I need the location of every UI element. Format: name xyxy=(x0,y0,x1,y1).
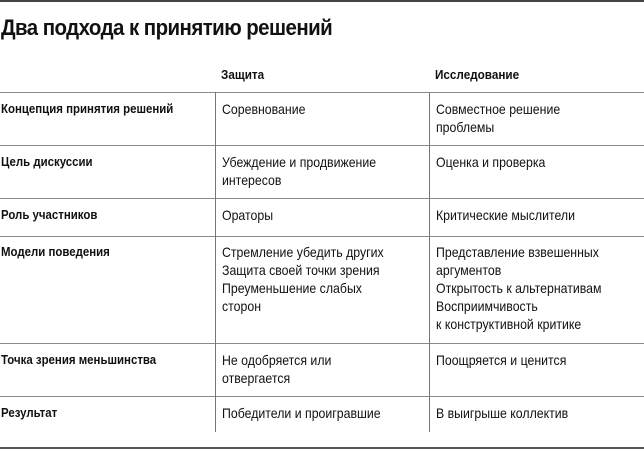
cell-defense xyxy=(222,351,331,387)
row-label: Точка зрения меньшинства xyxy=(1,352,157,367)
cell-defense xyxy=(222,243,384,315)
page-title: Два подхода к принятию решений xyxy=(1,15,333,40)
column-header-inquiry: Исследование xyxy=(435,67,520,82)
cell-inquiry xyxy=(436,206,575,224)
cell-inquiry xyxy=(436,404,568,422)
cell-line: Защита своей точки зрения xyxy=(222,262,380,278)
row-divider xyxy=(0,343,644,344)
cell-inquiry xyxy=(436,153,545,171)
column-divider xyxy=(215,92,216,432)
row-divider xyxy=(0,145,644,146)
cell-line: аргументов xyxy=(436,262,502,278)
cell-line: Соревнование xyxy=(222,101,306,117)
top-rule xyxy=(0,0,644,2)
row-divider xyxy=(0,236,644,237)
cell-line: Не одобряется или xyxy=(222,352,332,368)
row-divider xyxy=(0,92,644,93)
column-header-defense: Защита xyxy=(221,67,265,82)
cell-line: отвергается xyxy=(222,370,291,386)
row-divider xyxy=(0,396,644,397)
row-label: Результат xyxy=(1,405,58,420)
row-label: Концепция принятия решений xyxy=(1,101,174,116)
cell-inquiry xyxy=(436,100,560,136)
row-divider xyxy=(0,198,644,199)
cell-line: Представление взвешенных xyxy=(436,244,599,260)
cell-line: Стремление убедить других xyxy=(222,244,384,260)
row-label: Цель дискуссии xyxy=(1,154,93,169)
cell-line: Открытость к альтернативам xyxy=(436,280,602,296)
row-label: Модели поведения xyxy=(1,244,110,259)
cell-line: к конструктивной критике xyxy=(436,316,582,332)
cell-line: В выигрыше коллектив xyxy=(436,405,569,421)
cell-defense xyxy=(222,206,273,224)
cell-line: интересов xyxy=(222,172,282,188)
cell-line: Преуменьшение слабых xyxy=(222,280,362,296)
cell-defense xyxy=(222,404,381,422)
cell-defense xyxy=(222,153,376,189)
column-divider xyxy=(429,92,430,432)
cell-line: Убеждение и продвижение xyxy=(222,154,377,170)
cell-inquiry xyxy=(436,351,566,369)
cell-inquiry xyxy=(436,243,601,333)
cell-line: Восприимчивость xyxy=(436,298,538,314)
cell-line: Совместное решение xyxy=(436,101,561,117)
row-label: Роль участников xyxy=(1,207,98,222)
cell-line: Ораторы xyxy=(222,207,274,223)
cell-line: проблемы xyxy=(436,119,495,135)
cell-defense xyxy=(222,100,305,118)
cell-line: Оценка и проверка xyxy=(436,154,546,170)
cell-line: Поощряется и ценится xyxy=(436,352,567,368)
bottom-rule xyxy=(0,447,644,449)
cell-line: Победители и проигравшие xyxy=(222,405,381,421)
cell-line: сторон xyxy=(222,298,262,314)
cell-line: Критические мыслители xyxy=(436,207,575,223)
